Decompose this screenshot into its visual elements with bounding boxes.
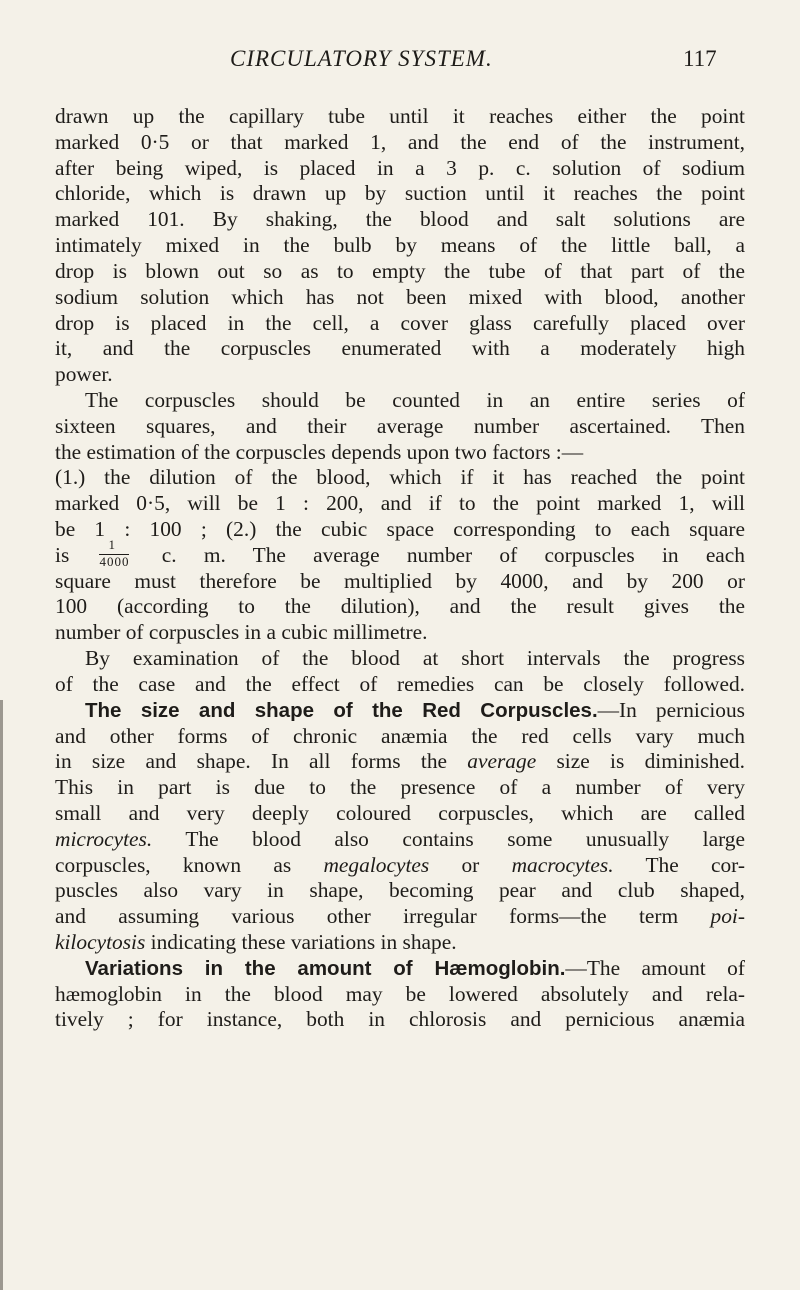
text-segment: c. m. The average number of corpuscles in each bbox=[161, 542, 745, 567]
text-line bbox=[55, 827, 745, 853]
fraction bbox=[97, 536, 131, 569]
text-line: power. bbox=[55, 362, 113, 387]
text-line: hæmoglobin in the blood may be lowered absolutely and rela- bbox=[55, 981, 745, 1006]
text-segment: indicating these variations in shape. bbox=[150, 930, 457, 954]
text-line: of the case and the effect of remedies can be closely followed. bbox=[55, 671, 745, 696]
text-line: sodium solution which has not been mixed with blood, another bbox=[55, 284, 745, 309]
text-line: the estimation of the corpuscles depends upon two factors :— bbox=[55, 439, 584, 464]
text-line: marked 0·5, will be 1 : 200, and if to the point marked 1, will bbox=[55, 491, 745, 516]
italic-term: megalocytes bbox=[323, 852, 430, 877]
text-line: marked 101. By shaking, the blood and salt solutions are bbox=[55, 207, 745, 232]
text-line: drop is blown out so as to empty the tube of that part of the bbox=[55, 258, 745, 283]
body-text bbox=[55, 104, 745, 1033]
text-line: small and very deeply coloured corpuscles, which are called bbox=[55, 800, 745, 825]
text-line: intimately mixed in the bulb by means of the little ball, a bbox=[55, 233, 745, 258]
text-line: and other forms of chronic anæmia the red cells vary much bbox=[55, 723, 745, 748]
text-line: drawn up the capillary tube until it reaches either the point bbox=[55, 104, 745, 128]
text-line: The corpuscles should be counted in an entire series of bbox=[85, 387, 745, 412]
section-heading: The size and shape of the Red Corpuscles. bbox=[85, 698, 598, 722]
text-segment: corpuscles, known as bbox=[55, 852, 292, 877]
text-line: chloride, which is drawn up by suction until it reaches the point bbox=[55, 181, 745, 206]
text-line bbox=[55, 853, 745, 879]
text-line bbox=[55, 698, 745, 724]
text-line: square must therefore be multiplied by 4000, and by 200 or bbox=[55, 568, 745, 593]
text-segment: The blood also contains some unusually large bbox=[185, 826, 745, 851]
text-line bbox=[55, 536, 745, 569]
fraction-denominator: 4000 bbox=[99, 553, 130, 569]
text-line bbox=[55, 749, 745, 775]
text-line: By examination of the blood at short intervals the progress bbox=[85, 646, 745, 671]
text-line: tively ; for instance, both in chlorosis and pernicious anæmia bbox=[55, 1007, 745, 1032]
text-segment: —The amount of bbox=[565, 955, 746, 980]
italic-term: poi- bbox=[710, 904, 745, 929]
italic-term: average bbox=[467, 749, 537, 774]
text-line: be 1 : 100 ; (2.) the cubic space corresponding to each square bbox=[55, 517, 745, 541]
text-segment: and assuming various other irregular forms—the term bbox=[55, 904, 679, 929]
scan-edge-shadow bbox=[0, 700, 3, 1290]
text-line: number of corpuscles in a cubic millimetre. bbox=[55, 620, 428, 645]
text-segment: in size and shape. In all forms the bbox=[55, 749, 448, 774]
text-segment: or bbox=[461, 852, 480, 877]
fraction-numerator: 1 bbox=[108, 536, 116, 552]
text-line: after being wiped, is placed in a 3 p. c. solution of sodium bbox=[55, 155, 745, 180]
text-segment: The cor- bbox=[645, 852, 745, 877]
running-head: CIRCULATORY SYSTEM. bbox=[230, 46, 493, 71]
page-number: 117 bbox=[683, 46, 717, 71]
text-segment: is bbox=[55, 542, 70, 567]
text-line: drop is placed in the cell, a cover glass carefully placed over bbox=[55, 310, 745, 335]
text-segment: —In pernicious bbox=[597, 697, 745, 722]
italic-term: macrocytes. bbox=[511, 852, 614, 877]
text-line: marked 0·5 or that marked 1, and the end of the instrument, bbox=[55, 129, 745, 154]
section-heading: Variations in the amount of Hæmoglobin. bbox=[85, 956, 566, 980]
italic-term: microcytes. bbox=[55, 826, 153, 851]
page-header bbox=[0, 46, 800, 76]
text-line: 100 (according to the dilution), and the result gives the bbox=[55, 594, 745, 619]
text-line bbox=[55, 930, 745, 956]
text-line bbox=[55, 904, 745, 930]
text-line: sixteen squares, and their average number ascertained. Then bbox=[55, 413, 745, 438]
text-segment: size is diminished. bbox=[556, 749, 745, 774]
text-line: (1.) the dilution of the blood, which if it has reached the point bbox=[55, 465, 745, 490]
text-line: This in part is due to the presence of a number of very bbox=[55, 775, 745, 800]
text-line: puscles also vary in shape, becoming pear and club shaped, bbox=[55, 878, 745, 903]
text-line: it, and the corpuscles enumerated with a moderately high bbox=[55, 336, 745, 361]
italic-term: kilocytosis bbox=[55, 930, 146, 954]
text-line bbox=[55, 956, 745, 982]
